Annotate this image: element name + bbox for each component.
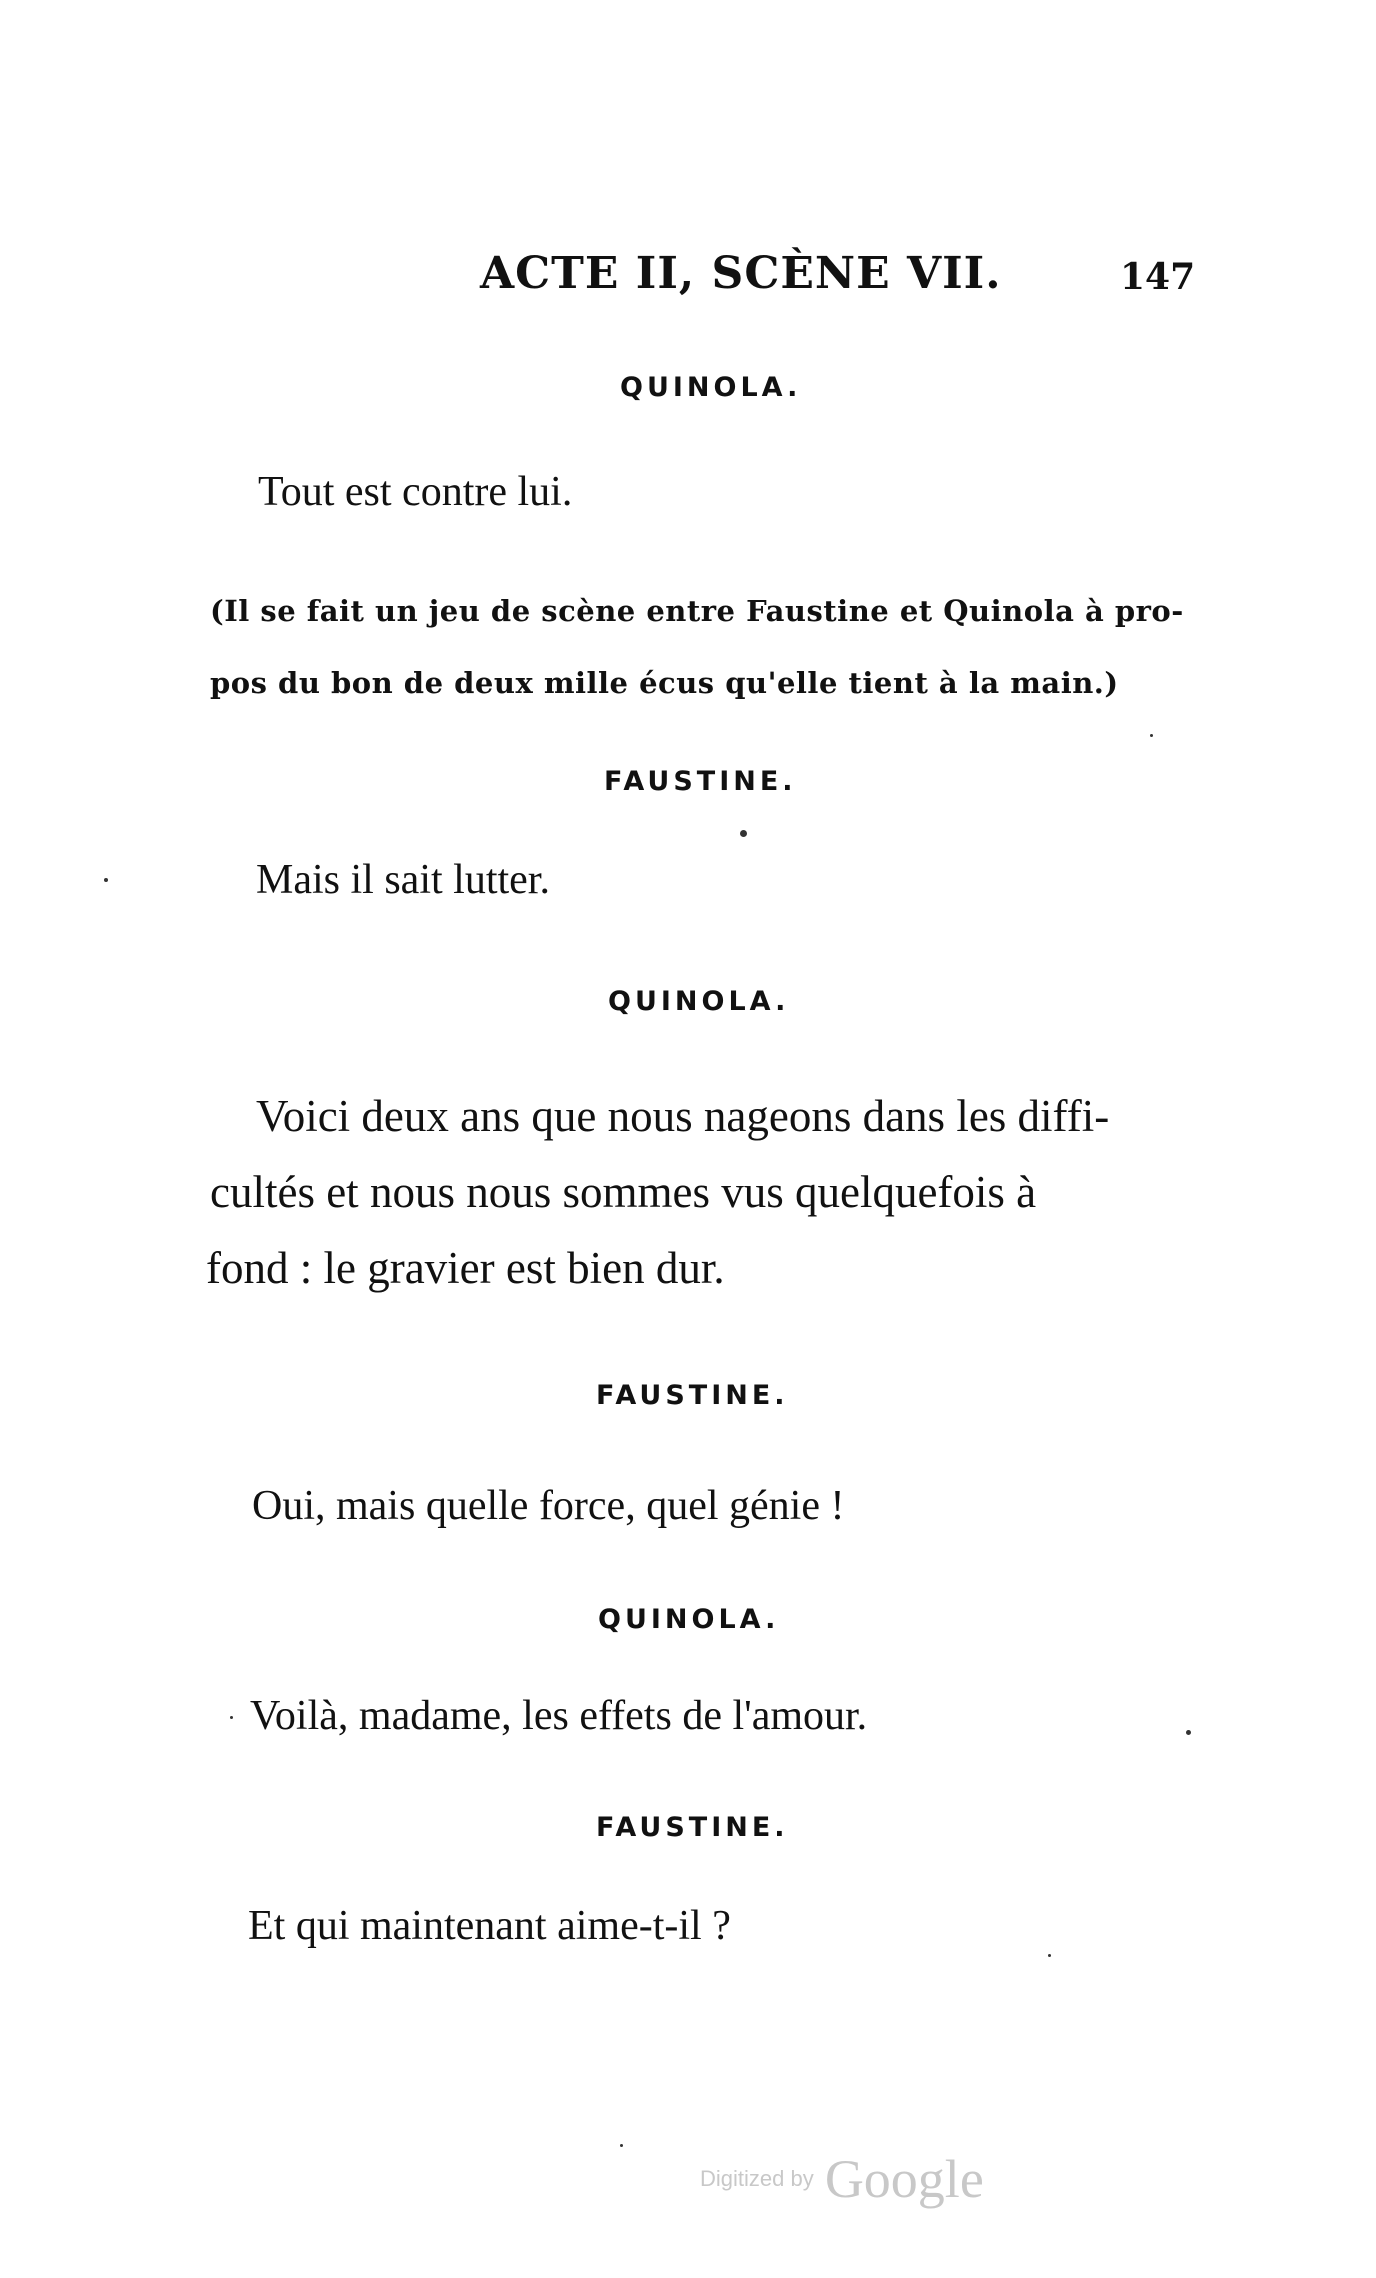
dialogue-line: Voici deux ans que nous nageons dans les diffi- <box>256 1091 1110 1141</box>
watermark-prefix: Digitized by <box>700 2166 814 2191</box>
dialogue-line: Tout est contre lui. <box>258 469 573 515</box>
running-title: ACTE II, SCÈNE VII. <box>480 248 1002 299</box>
print-speck <box>740 830 747 837</box>
stage-direction-line: pos du bon de deux mille écus qu'elle tient à la main.) <box>210 666 1119 700</box>
digitized-watermark <box>700 2148 984 2210</box>
dialogue-line: fond : le gravier est bien dur. <box>206 1243 725 1293</box>
dialogue-line: cultés et nous nous sommes vus quelquefois à <box>210 1167 1037 1217</box>
dialogue-line: Et qui maintenant aime-t-il ? <box>248 1903 731 1949</box>
stage-direction-line: (Il se fait un jeu de scène entre Faustine et Quinola à pro- <box>210 594 1184 628</box>
page-number: 147 <box>1120 256 1196 298</box>
speaker-quinola: QUINOLA. <box>598 1604 780 1635</box>
print-speck <box>620 2144 623 2147</box>
speaker-faustine: FAUSTINE. <box>596 1380 789 1411</box>
dialogue-line: Oui, mais quelle force, quel génie ! <box>252 1483 845 1529</box>
print-speck <box>1150 734 1153 737</box>
print-speck <box>1048 1954 1051 1957</box>
speaker-faustine: FAUSTINE. <box>604 766 797 797</box>
speaker-quinola: QUINOLA. <box>620 372 802 403</box>
dialogue-line: Mais il sait lutter. <box>256 857 550 903</box>
speaker-quinola: QUINOLA. <box>608 986 790 1017</box>
speaker-faustine: FAUSTINE. <box>596 1812 789 1843</box>
print-speck <box>1186 1730 1191 1735</box>
dialogue-line: Voilà, madame, les effets de l'amour. <box>250 1693 868 1739</box>
print-speck <box>230 1716 233 1719</box>
google-logo-text: Google <box>824 2149 984 2209</box>
print-speck <box>104 878 108 882</box>
